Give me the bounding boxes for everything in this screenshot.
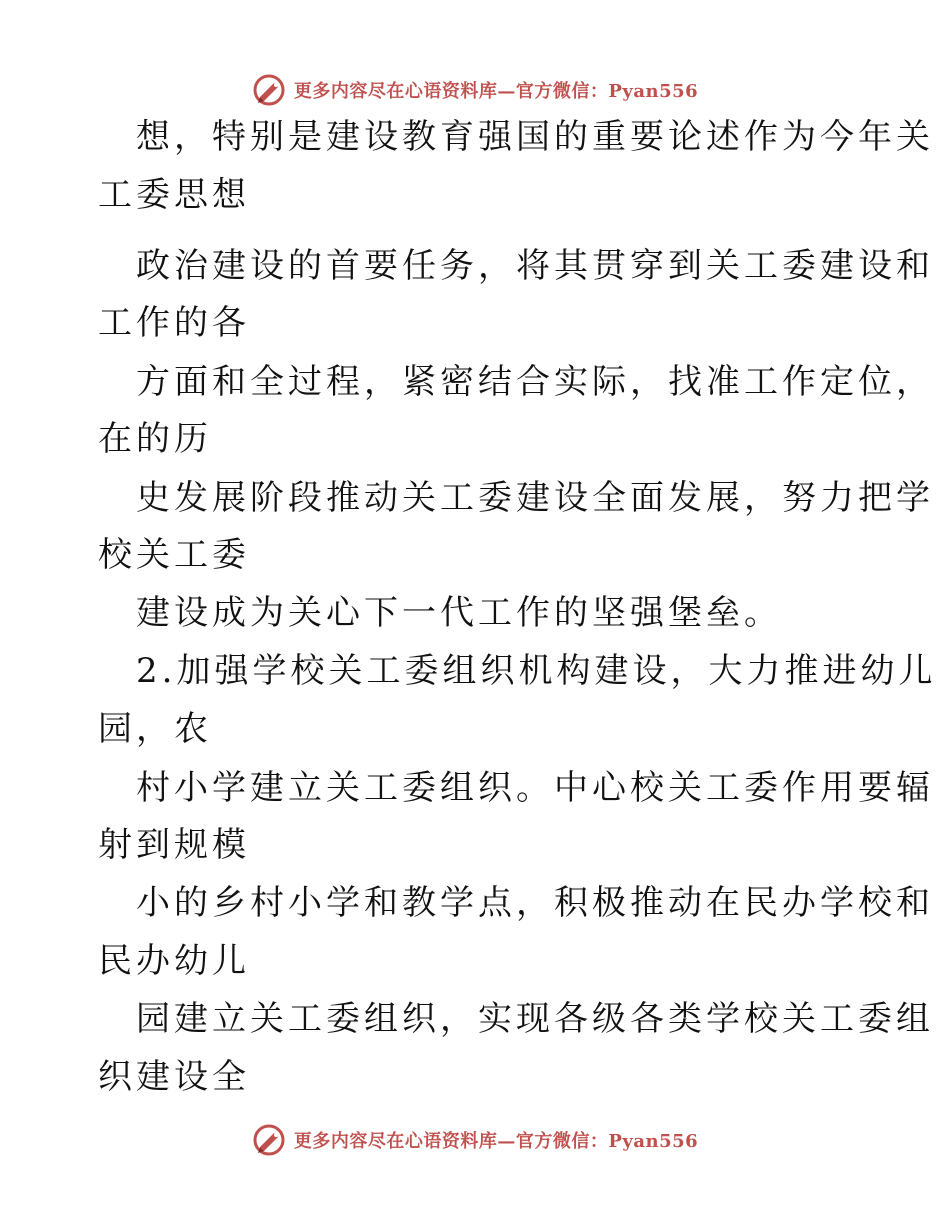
body-line: 工作的各: [98, 303, 250, 343]
body-line: 想，特别是建设教育强国的重要论述作为今年关: [136, 117, 934, 157]
body-line: 园，农: [98, 709, 212, 749]
watermark-text: 更多内容尽在心语资料库—官方微信：Pyan556: [293, 81, 699, 102]
body-line: 园建立关工委组织，实现各级各类学校关工委组: [136, 999, 934, 1039]
body-line: 射到规模: [98, 825, 250, 865]
body-line: 政治建设的首要任务，将其贯穿到关工委建设和: [136, 246, 934, 286]
body-line: 方面和全过程，紧密结合实际，找准工作定位，: [136, 362, 934, 402]
pen-logo-icon: [252, 73, 286, 107]
pen-logo-icon: [252, 1123, 286, 1157]
body-line: 工委思想: [98, 175, 250, 215]
body-line: 2.加强学校关工委组织机构建设，大力推进幼儿: [136, 651, 937, 691]
body-line: 织建设全: [98, 1057, 250, 1097]
body-line: 民办幼儿: [98, 941, 250, 981]
body-line: 校关工委: [98, 535, 250, 575]
body-line: 小的乡村小学和教学点，积极推动在民办学校和: [136, 883, 934, 923]
body-line: 村小学建立关工委组织。中心校关工委作用要辐: [136, 768, 934, 808]
body-line: 建设成为关心下一代工作的坚强堡垒。: [136, 593, 782, 633]
header-watermark: [0, 70, 950, 110]
body-line: 在的历: [98, 419, 212, 459]
footer-watermark: [0, 1120, 950, 1160]
watermark-text: 更多内容尽在心语资料库—官方微信：Pyan556: [293, 1131, 699, 1152]
body-line: 史发展阶段推动关工委建设全面发展，努力把学: [136, 478, 934, 518]
